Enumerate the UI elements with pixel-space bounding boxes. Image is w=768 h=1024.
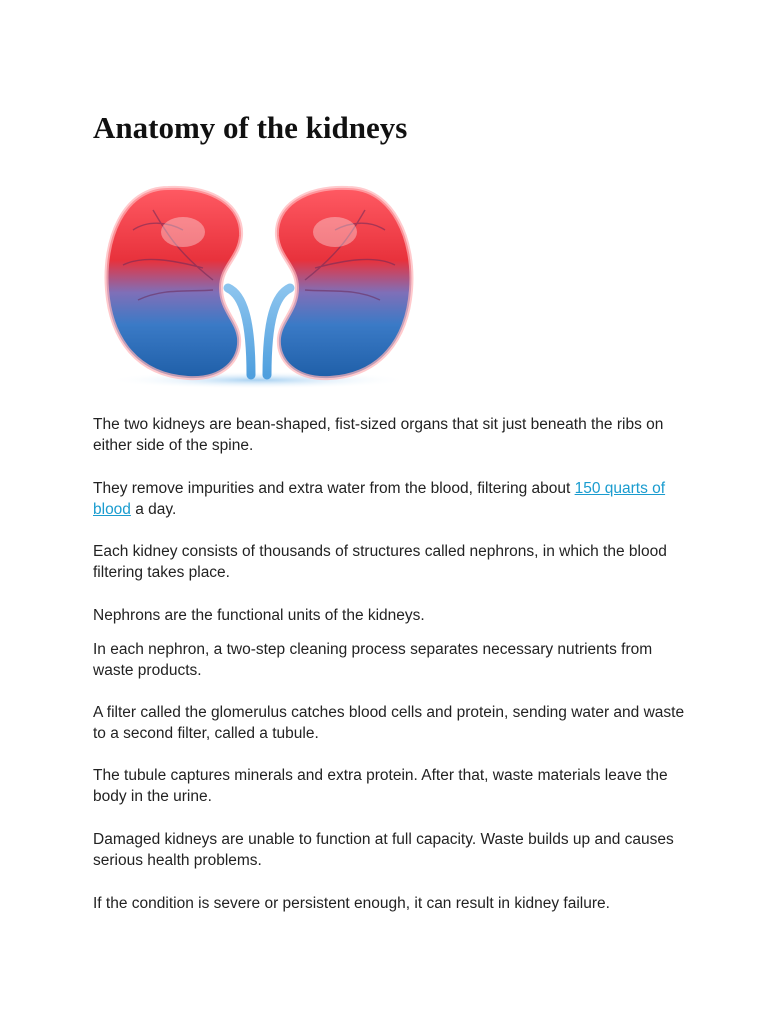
paragraph-2 <box>93 478 693 520</box>
paragraph-3: Each kidney consists of thousands of structures called nephrons, in which the blood filtering takes place. <box>93 543 667 581</box>
paragraph-2-after: a day. <box>130 501 177 518</box>
paragraph-9: If the condition is severe or persistent enough, it can result in kidney failure. <box>93 895 610 912</box>
kidneys-image <box>93 170 428 395</box>
paragraph-7: The tubule captures minerals and extra protein. After that, waste materials leave the body in the urine. <box>93 767 668 805</box>
paragraph-4: Nephrons are the functional units of the kidneys. <box>93 607 425 624</box>
left-kidney <box>107 188 242 378</box>
kidney-shadow <box>108 371 408 389</box>
page-title: Anatomy of the kidneys <box>93 110 408 145</box>
paragraph-5: In each nephron, a two-step cleaning process separates necessary nutrients from waste products. <box>93 641 653 679</box>
paragraph-1: The two kidneys are bean-shaped, fist-sized organs that sit just beneath the ribs on either side of the spine. <box>93 416 664 454</box>
paragraph-2-before: They remove impurities and extra water from the blood, filtering about <box>93 480 575 497</box>
quarts-of-blood-link[interactable]: 150 quarts of blood <box>93 480 666 518</box>
paragraph-8: Damaged kidneys are unable to function at full capacity. Waste builds up and causes serious health problems. <box>93 831 674 869</box>
paragraph-6: A filter called the glomerulus catches blood cells and protein, sending water and waste to a second filter, called a tubule. <box>93 704 685 742</box>
right-kidney <box>277 188 412 378</box>
